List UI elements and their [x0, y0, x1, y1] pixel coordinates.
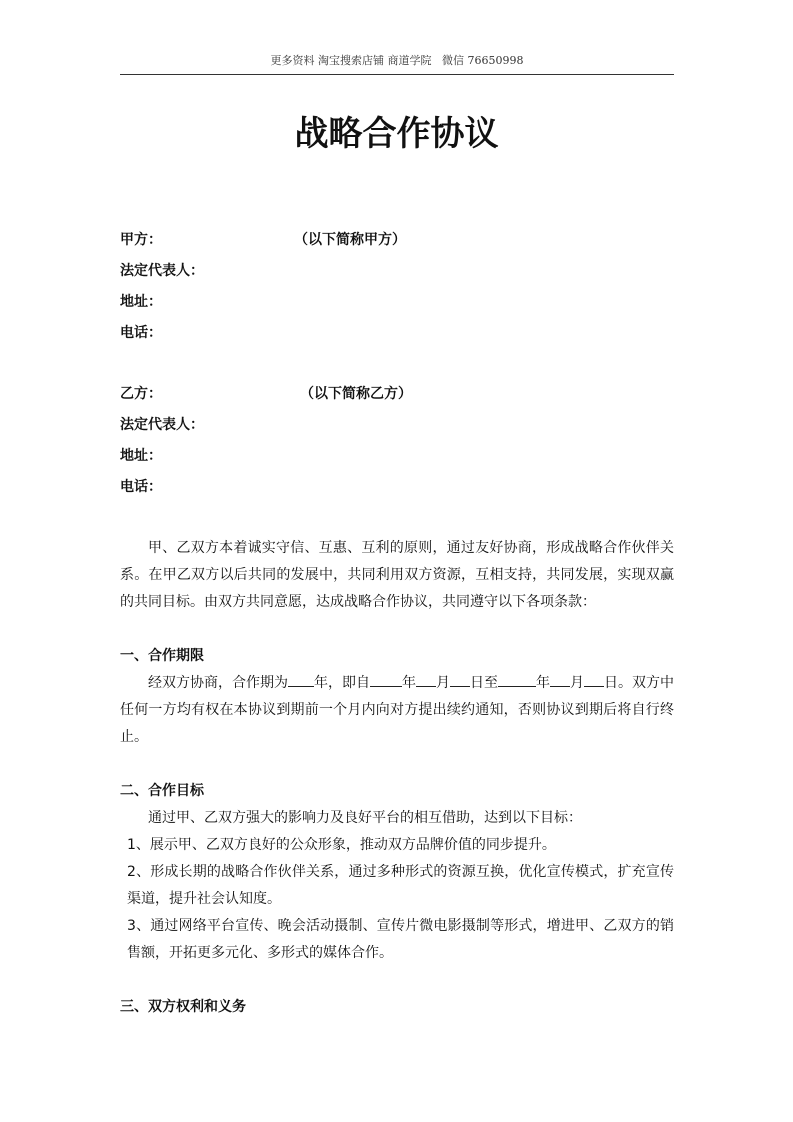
blank-start-year: [370, 672, 402, 687]
party-b-rep: 法定代表人：: [120, 417, 204, 433]
party-b-address: 地址：: [120, 448, 162, 464]
document-body: [120, 225, 674, 1021]
blank-end-month: [550, 672, 570, 687]
section-2-intro: 通过甲、乙双方强大的影响力及良好平台的相互借助，达到以下目标：: [148, 810, 582, 826]
section-1-paragraph: 经双方协商，合作期为 年，即自 年 月 日至 年 月 日。双方中任何一方均有权在本协议到期前一个月内向对方提出续约通知，否则协议到期后将自行终止。: [120, 670, 674, 751]
intro-paragraph: 甲、乙双方本着诚实守信、互惠、互利的原则，通过友好协商，形成战略合作伙伴关系。在甲乙双方以后共同的发展中，共同利用双方资源，互相支持，共同发展，实现双赢的共同目标。由双方共同意愿，达成战略合作协议，共同遵守以下各项条款：: [120, 540, 674, 610]
page-header: [120, 52, 674, 75]
party-a-name: [120, 225, 674, 256]
blank-end-year: [498, 672, 536, 687]
party-a-block: [120, 225, 674, 349]
document-title: 战略合作协议: [294, 114, 499, 154]
blank-start-month: [416, 672, 436, 687]
section-2-heading: 二、合作目标: [120, 783, 204, 799]
party-b-note: （以下简称乙方）: [300, 386, 412, 402]
spacer: [120, 349, 674, 379]
party-a-label: 甲方：: [120, 232, 162, 248]
party-a-phone: 电话：: [120, 325, 162, 341]
party-b-phone: 电话：: [120, 479, 162, 495]
party-b-name: [120, 379, 674, 410]
list-item: 1、展示甲、乙双方良好的公众形象，推动双方品牌价值的同步提升。: [127, 837, 556, 853]
section-1-heading: 一、合作期限: [120, 648, 204, 664]
party-a-note: （以下简称甲方）: [294, 232, 406, 248]
blank-years: [288, 672, 314, 687]
list-item: 2、形成长期的战略合作伙伴关系，通过多种形式的资源互换，优化宣传模式，扩充宣传渠道，提升社会认知度。: [127, 864, 674, 907]
list-item: 3、通过网络平台宣传、晚会活动摄制、宣传片微电影摄制等形式，增进甲、乙双方的销售额，开拓更多元化、多形式的媒体合作。: [127, 918, 674, 961]
party-a-rep: 法定代表人：: [120, 263, 204, 279]
party-b-block: [120, 379, 674, 503]
section-3-heading: 三、双方权利和义务: [120, 999, 246, 1015]
party-a-address: 地址：: [120, 294, 162, 310]
party-b-label: 乙方：: [120, 386, 162, 402]
blank-end-day: [584, 672, 604, 687]
blank-start-day: [450, 672, 470, 687]
header-text: 更多资料 淘宝搜索店铺 商道学院 微信 76650998: [270, 54, 524, 67]
